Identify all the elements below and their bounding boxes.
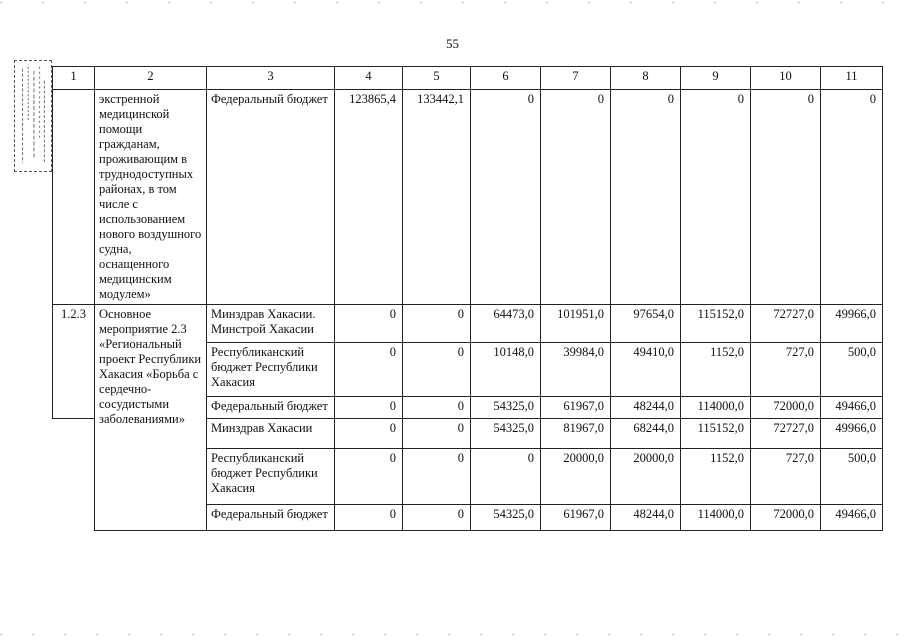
scan-noise-bottom (0, 634, 905, 635)
value-cell: 54325,0 (471, 397, 541, 419)
value-cell: 0 (541, 90, 611, 305)
value-cell: 10148,0 (471, 343, 541, 397)
value-cell: 0 (335, 305, 403, 343)
value-cell: 0 (403, 343, 471, 397)
table-row (53, 305, 883, 343)
col-header: 7 (541, 67, 611, 90)
value-cell: 0 (335, 449, 403, 505)
registration-stamp (14, 60, 52, 172)
source-cell: Республиканский бюджет Республики Хакасия (207, 343, 335, 397)
value-cell: 49966,0 (821, 419, 883, 449)
value-cell: 727,0 (751, 449, 821, 505)
source-cell: Федеральный бюджет (207, 90, 335, 305)
value-cell: 114000,0 (681, 505, 751, 531)
col-header: 3 (207, 67, 335, 90)
code-cell (53, 419, 95, 531)
value-cell: 39984,0 (541, 343, 611, 397)
source-cell: Минздрав Хакасии (207, 419, 335, 449)
value-cell: 20000,0 (611, 449, 681, 505)
value-cell: 64473,0 (471, 305, 541, 343)
value-cell: 54325,0 (471, 419, 541, 449)
value-cell: 0 (821, 90, 883, 305)
col-header: 9 (681, 67, 751, 90)
value-cell: 72727,0 (751, 419, 821, 449)
description-cell: экстренной медицинской помощи гражданам, проживающим в труднодоступных районах, в том числе с использованием нового воздушного судна, оснащенного медицинским модулем» (95, 90, 207, 305)
value-cell: 97654,0 (611, 305, 681, 343)
col-header: 5 (403, 67, 471, 90)
table-row (53, 90, 883, 305)
value-cell: 72000,0 (751, 505, 821, 531)
code-cell (53, 90, 95, 305)
value-cell: 0 (335, 419, 403, 449)
value-cell: 0 (335, 343, 403, 397)
source-cell: Минздрав Хакасии. Минстрой Хакасии (207, 305, 335, 343)
value-cell: 0 (335, 505, 403, 531)
col-header: 4 (335, 67, 403, 90)
value-cell: 54325,0 (471, 505, 541, 531)
value-cell: 49466,0 (821, 397, 883, 419)
value-cell: 0 (403, 505, 471, 531)
value-cell: 114000,0 (681, 397, 751, 419)
col-header: 6 (471, 67, 541, 90)
value-cell: 0 (403, 397, 471, 419)
value-cell: 81967,0 (541, 419, 611, 449)
value-cell: 61967,0 (541, 505, 611, 531)
value-cell: 115152,0 (681, 419, 751, 449)
code-cell: 1.2.3 (53, 305, 95, 419)
col-header: 10 (751, 67, 821, 90)
value-cell: 115152,0 (681, 305, 751, 343)
value-cell: 1152,0 (681, 343, 751, 397)
header-row (53, 67, 883, 90)
source-cell: Республиканский бюджет Республики Хакасия (207, 449, 335, 505)
scan-noise-top (0, 2, 905, 3)
col-header: 11 (821, 67, 883, 90)
value-cell: 500,0 (821, 343, 883, 397)
value-cell: 72000,0 (751, 397, 821, 419)
description-cell: Основное мероприятие 2.3 «Региональный проект Республики Хакасия «Борьба с сердечно-сосудистыми заболеваниями» (95, 305, 207, 531)
value-cell: 49410,0 (611, 343, 681, 397)
value-cell: 20000,0 (541, 449, 611, 505)
value-cell: 0 (403, 419, 471, 449)
value-cell: 727,0 (751, 343, 821, 397)
value-cell: 48244,0 (611, 505, 681, 531)
value-cell: 0 (471, 90, 541, 305)
value-cell: 0 (335, 397, 403, 419)
value-cell: 123865,4 (335, 90, 403, 305)
value-cell: 49966,0 (821, 305, 883, 343)
col-header: 1 (53, 67, 95, 90)
budget-table (52, 66, 883, 531)
value-cell: 0 (403, 449, 471, 505)
value-cell: 0 (471, 449, 541, 505)
value-cell: 133442,1 (403, 90, 471, 305)
source-cell: Федеральный бюджет (207, 397, 335, 419)
value-cell: 500,0 (821, 449, 883, 505)
value-cell: 0 (611, 90, 681, 305)
value-cell: 101951,0 (541, 305, 611, 343)
value-cell: 48244,0 (611, 397, 681, 419)
page-number: 55 (446, 36, 459, 51)
col-header: 8 (611, 67, 681, 90)
value-cell: 72727,0 (751, 305, 821, 343)
value-cell: 49466,0 (821, 505, 883, 531)
value-cell: 68244,0 (611, 419, 681, 449)
source-cell: Федеральный бюджет (207, 505, 335, 531)
value-cell: 0 (751, 90, 821, 305)
value-cell: 0 (403, 305, 471, 343)
value-cell: 0 (681, 90, 751, 305)
value-cell: 61967,0 (541, 397, 611, 419)
value-cell: 1152,0 (681, 449, 751, 505)
col-header: 2 (95, 67, 207, 90)
